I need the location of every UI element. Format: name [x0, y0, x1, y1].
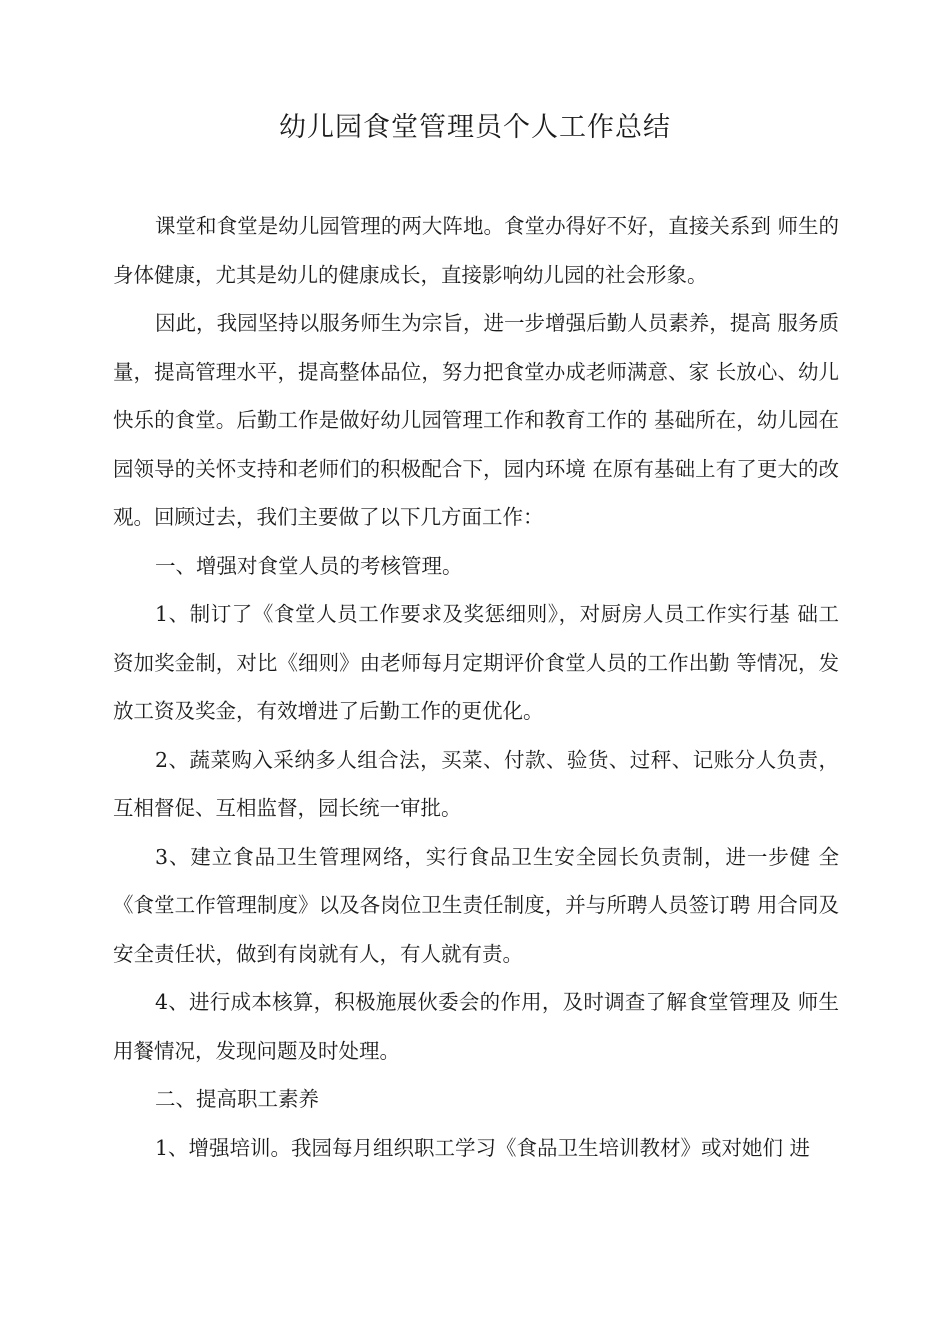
document-body — [113, 202, 839, 1172]
document-title: 幼儿园食堂管理员个人工作总结 — [279, 112, 671, 143]
paragraph-item-1-4: 4、进行成本核算，积极施展伙委会的作用，及时调查了解食堂管理及 师生用餐情况，发现问题及时处理。 — [113, 990, 839, 1063]
paragraph-item-1-2: 2、蔬菜购入采纳多人组合法，买菜、付款、验货、过秤、记账分人负责，互相督促、互相监督，园长统一审批。 — [113, 747, 839, 820]
section-heading-1: 一、增强对食堂人员的考核管理。 — [155, 553, 463, 578]
paragraph-item-2-1: 1、增强培训。我园每月组织职工学习《食品卫生培训教材》或对她们 进 — [155, 1135, 811, 1160]
paragraph-purpose: 因此，我园坚持以服务师生为宗旨，进一步增强后勤人员素养，提高 服务质量，提高管理水平，提高整体品位，努力把食堂办成老师满意、家 长放心、幼儿快乐的食堂。后勤工作是做好幼儿园管理工作和教育工作的 基础所在，幼儿园在园领导的关怀支持和老师们的积极配合下，园内环境 在原有基础上有了更大的改观。回顾过去，我们主要做了以下几方面工作： — [113, 311, 839, 529]
paragraph-item-1-1: 1、制订了《食堂人员工作要求及奖惩细则》，对厨房人员工作实行基 础工资加奖金制，对比《细则》由老师每月定期评价食堂人员的工作出勤 等情况，发放工资及奖金，有效增进了后勤工作的更优化。 — [113, 602, 839, 723]
paragraph-item-1-3: 3、建立食品卫生管理网络，实行食品卫生安全园长负责制，进一步健 全《食堂工作管理制度》以及各岗位卫生责任制度，并与所聘人员签订聘 用合同及安全责任状，做到有岗就有人，有人就有责。 — [113, 844, 839, 966]
section-heading-2: 二、提高职工素养 — [155, 1087, 319, 1111]
paragraph-intro: 课堂和食堂是幼儿园管理的两大阵地。食堂办得好不好，直接关系到 师生的身体健康，尤其是幼儿的健康成长，直接影响幼儿园的社会形象。 — [113, 214, 839, 287]
